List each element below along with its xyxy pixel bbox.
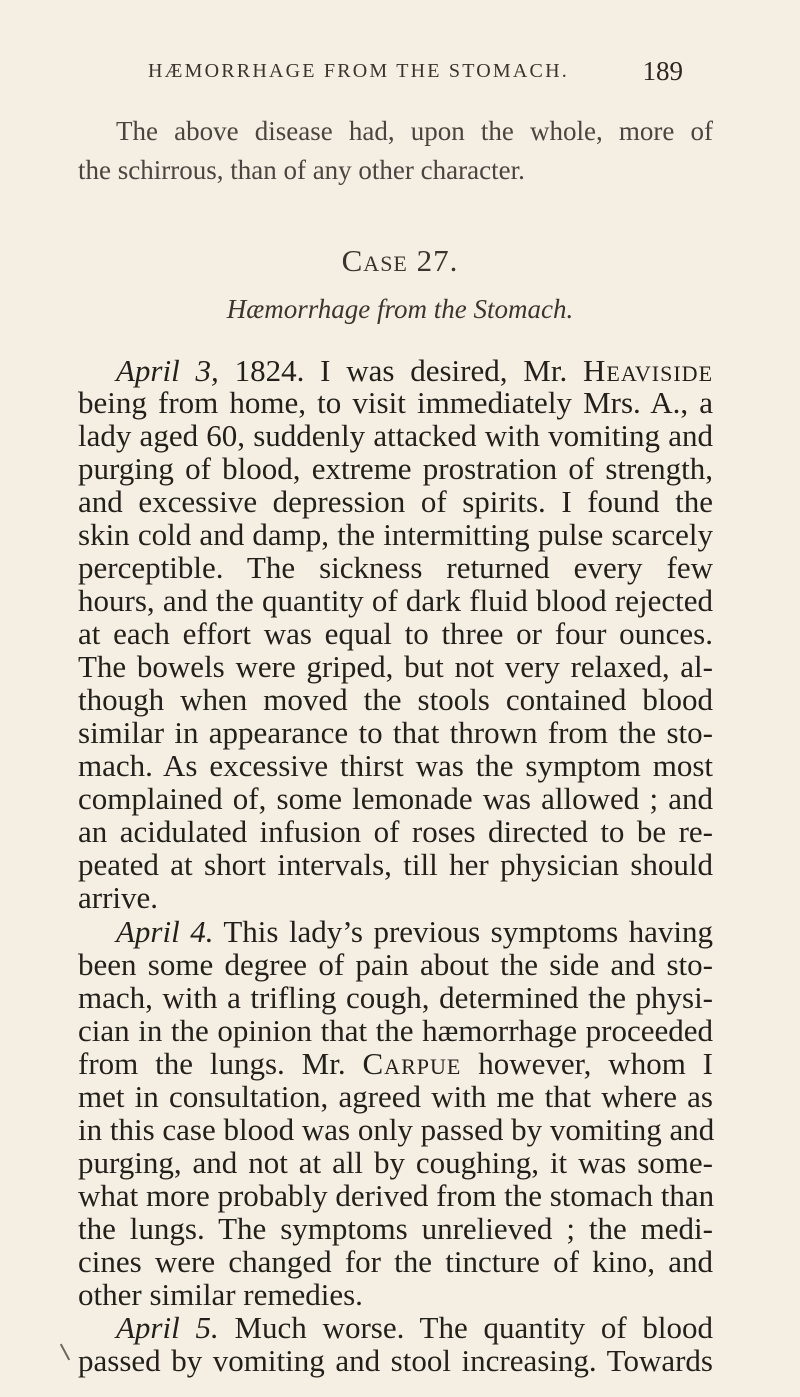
text-line: The bowels were griped, but not very relaxed, al- xyxy=(78,649,713,684)
paragraph-2-first-line xyxy=(116,915,713,948)
paragraph-1-first-line xyxy=(116,354,713,387)
case-subtitle: Hæmorrhage from the Stomach. xyxy=(226,294,574,324)
opening-line-2: the schirrous, than of any other character. xyxy=(78,155,525,185)
running-title: HÆMORRHAGE FROM THE STOMACH. xyxy=(148,60,569,82)
text-line-with-name xyxy=(78,1047,713,1080)
text-line: complained of, some lemonade was allowed ; and xyxy=(78,781,713,816)
text-line: been some degree of pain about the side and sto- xyxy=(78,947,713,982)
text-line: an acidulated infusion of roses directed to be re- xyxy=(78,814,713,849)
text-line: other similar remedies. xyxy=(78,1277,363,1312)
text-line: mach. As excessive thirst was the symptom most xyxy=(78,748,713,783)
text-line: skin cold and damp, the intermitting pulse scarcely xyxy=(78,517,713,552)
text-line: passed by vomiting and stool increasing. Towards xyxy=(78,1343,713,1378)
date-april-3: April 3, xyxy=(116,353,219,388)
text-line: peated at short intervals, till her physician should xyxy=(78,847,713,882)
paragraph-3-lead: Much worse. The quantity of blood xyxy=(234,1310,713,1345)
page-number: 189 xyxy=(642,56,683,86)
date-april-4: April 4. xyxy=(116,914,214,949)
text-line: what more probably derived from the stomach than xyxy=(78,1178,715,1213)
paragraph-3-first-line xyxy=(116,1311,713,1344)
text-line: in this case blood was only passed by vomiting and xyxy=(78,1112,715,1147)
ink-mark xyxy=(60,1344,70,1361)
text-line: and excessive depression of spirits. I found the xyxy=(78,484,713,519)
text-line: lady aged 60, suddenly attacked with vomiting and xyxy=(78,418,713,453)
text-line: purging of blood, extreme prostration of strength, xyxy=(78,451,713,486)
line-part: however, whom I xyxy=(478,1046,713,1081)
text-line: mach, with a trifling cough, determined the physi- xyxy=(78,980,713,1015)
text-line: at each effort was equal to three or four ounces. xyxy=(78,616,713,651)
text-line: though when moved the stools contained blood xyxy=(78,682,713,717)
opening-line-1: The above disease had, upon the whole, more of xyxy=(116,116,713,146)
text-line: perceptible. The sickness returned every few xyxy=(78,550,713,585)
paragraph-2-lead: This lady’s previous symptoms having xyxy=(223,914,713,949)
paragraph-1-lead: 1824. I was desired, Mr. xyxy=(234,353,568,388)
running-head xyxy=(148,56,683,92)
text-line: hours, and the quantity of dark fluid blood rejected xyxy=(78,583,713,618)
text-line: cines were changed for the tincture of kino, and xyxy=(78,1244,713,1279)
surgeon-name-carpue: Carpue xyxy=(362,1046,462,1081)
line-part: from the lungs. Mr. xyxy=(78,1046,346,1081)
text-line: being from home, to visit immediately Mrs. A., a xyxy=(78,385,713,420)
case-title: Case 27. xyxy=(341,243,459,278)
date-april-5: April 5. xyxy=(116,1310,219,1345)
surgeon-name-heaviside: Heaviside xyxy=(583,353,714,388)
text-line: met in consultation, agreed with me that where as xyxy=(78,1079,713,1114)
text-line: the lungs. The symptoms unrelieved ; the medi- xyxy=(78,1211,713,1246)
text-line: cian in the opinion that the hæmorrhage proceeded xyxy=(78,1013,713,1048)
text-line: purging, and not at all by coughing, it was some- xyxy=(78,1145,713,1180)
text-line: similar in appearance to that thrown from the sto- xyxy=(78,715,713,750)
text-line: arrive. xyxy=(78,880,159,915)
